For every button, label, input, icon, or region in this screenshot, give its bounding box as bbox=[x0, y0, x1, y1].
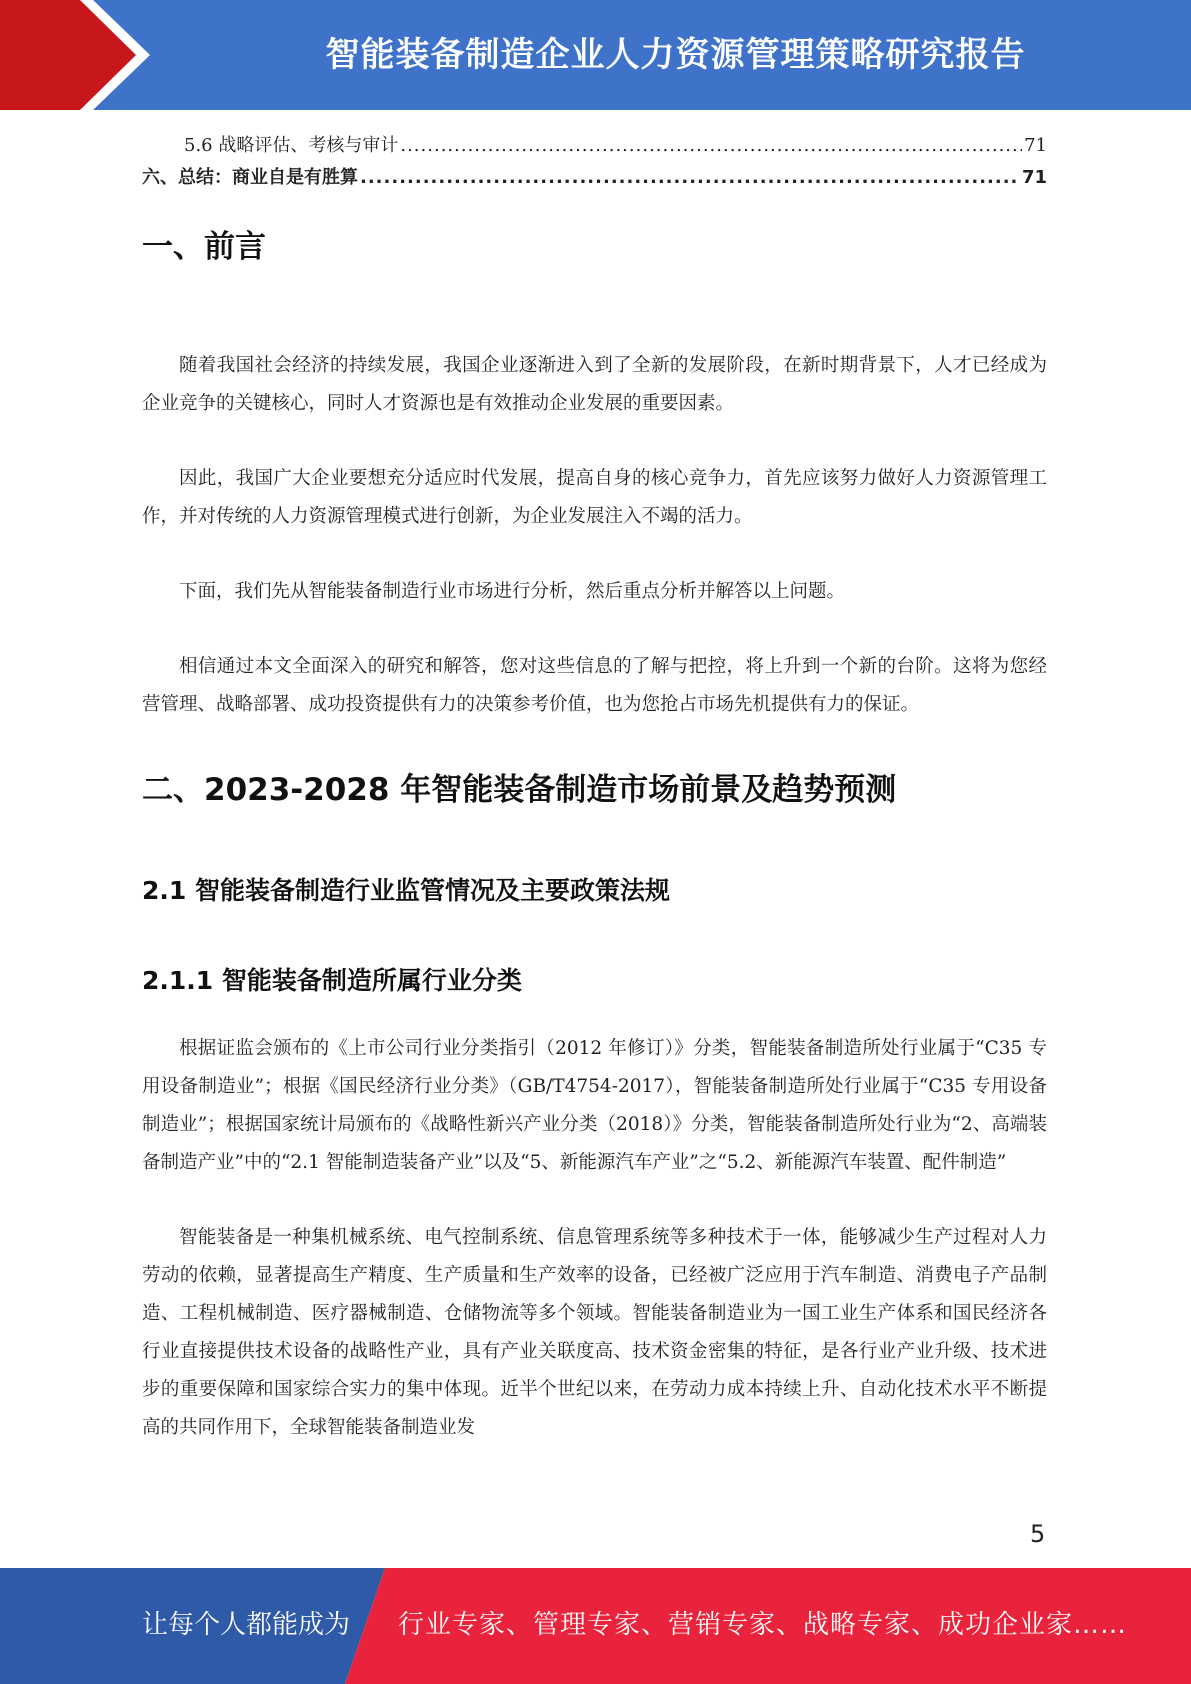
table-of-contents bbox=[142, 130, 1047, 194]
subsubsection-heading-classification: 2.1.1 智能装备制造所属行业分类 bbox=[142, 966, 522, 995]
footer-slogan-left: 让每个人都能成为 bbox=[142, 1610, 351, 1640]
toc-leader-dots bbox=[360, 162, 1020, 194]
subsection-heading-regulation: 2.1 智能装备制造行业监管情况及主要政策法规 bbox=[142, 876, 670, 905]
paragraph: 下面，我们先从智能装备制造行业市场进行分析，然后重点分析并解答以上问题。 bbox=[179, 581, 846, 602]
toc-entry-page: 71 bbox=[1024, 135, 1047, 156]
main-content bbox=[142, 225, 1047, 1447]
header-arrow-decoration bbox=[0, 0, 160, 110]
paragraph: 根据证监会颁布的《上市公司行业分类指引（2012 年修订）》分类，智能装备制造所处行业属于“C35 专用设备制造业”；根据《国民经济行业分类》（GB/T4754-2017），智能装备制造所处行业属于“C35 专用设备制造业”；根据国家统计局颁布的《战略性新兴产业分类（2018）》分类，智能装备制造所处行业为“2、高端装备制造产业”中的“2.1 智能制造装备产业”以及“5、新能源汽车产业”之“5.2、新能源汽车装置、配件制造” bbox=[142, 1038, 1047, 1173]
paragraph: 相信通过本文全面深入的研究和解答，您对这些信息的了解与把控，将上升到一个新的台阶。这将为您经营管理、战略部署、成功投资提供有力的决策参考价值，也为您抢占市场先机提供有力的保证。 bbox=[142, 656, 1047, 715]
header-banner bbox=[0, 0, 1191, 110]
page-number: 5 bbox=[1030, 1520, 1046, 1548]
footer-banner bbox=[0, 1568, 1191, 1684]
paragraph: 智能装备是一种集机械系统、电气控制系统、信息管理系统等多种技术于一体，能够减少生产过程对人力劳动的依赖，显著提高生产精度、生产质量和生产效率的设备，已经被广泛应用于汽车制造、消费电子产品制造、工程机械制造、医疗器械制造、仓储物流等多个领域。智能装备制造业为一国工业生产体系和国民经济各行业直接提供技术设备的战略性产业，具有产业关联度高、技术资金密集的特征，是各行业产业升级、技术进步的重要保障和国家综合实力的集中体现。近半个世纪以来，在劳动力成本持续上升、自动化技术水平不断提高的共同作用下，全球智能装备制造业发 bbox=[142, 1227, 1047, 1438]
paragraph: 因此，我国广大企业要想充分适应时代发展，提高自身的核心竞争力，首先应该努力做好人力资源管理工作，并对传统的人力资源管理模式进行创新，为企业发展注入不竭的活力。 bbox=[142, 468, 1047, 527]
report-title: 智能装备制造企业人力资源管理策略研究报告 bbox=[325, 35, 1026, 75]
section-heading-market-forecast: 二、2023-2028 年智能装备制造市场前景及趋势预测 bbox=[142, 772, 897, 808]
toc-entry[interactable] bbox=[142, 162, 1047, 194]
toc-entry-label: 六、总结：商业自是有胜算 bbox=[142, 167, 358, 188]
toc-entry-label: 5.6 战略评估、考核与审计 bbox=[184, 135, 399, 156]
toc-entry-page: 71 bbox=[1021, 167, 1047, 188]
section-heading-preface: 一、前言 bbox=[142, 229, 266, 265]
toc-entry[interactable] bbox=[142, 130, 1047, 162]
footer-slogan-right: 行业专家、管理专家、营销专家、战略专家、成功企业家…… bbox=[398, 1610, 1128, 1640]
toc-leader-dots bbox=[400, 130, 1022, 162]
paragraph: 随着我国社会经济的持续发展，我国企业逐渐进入到了全新的发展阶段，在新时期背景下，人才已经成为企业竞争的关键核心，同时人才资源也是有效推动企业发展的重要因素。 bbox=[142, 355, 1047, 414]
